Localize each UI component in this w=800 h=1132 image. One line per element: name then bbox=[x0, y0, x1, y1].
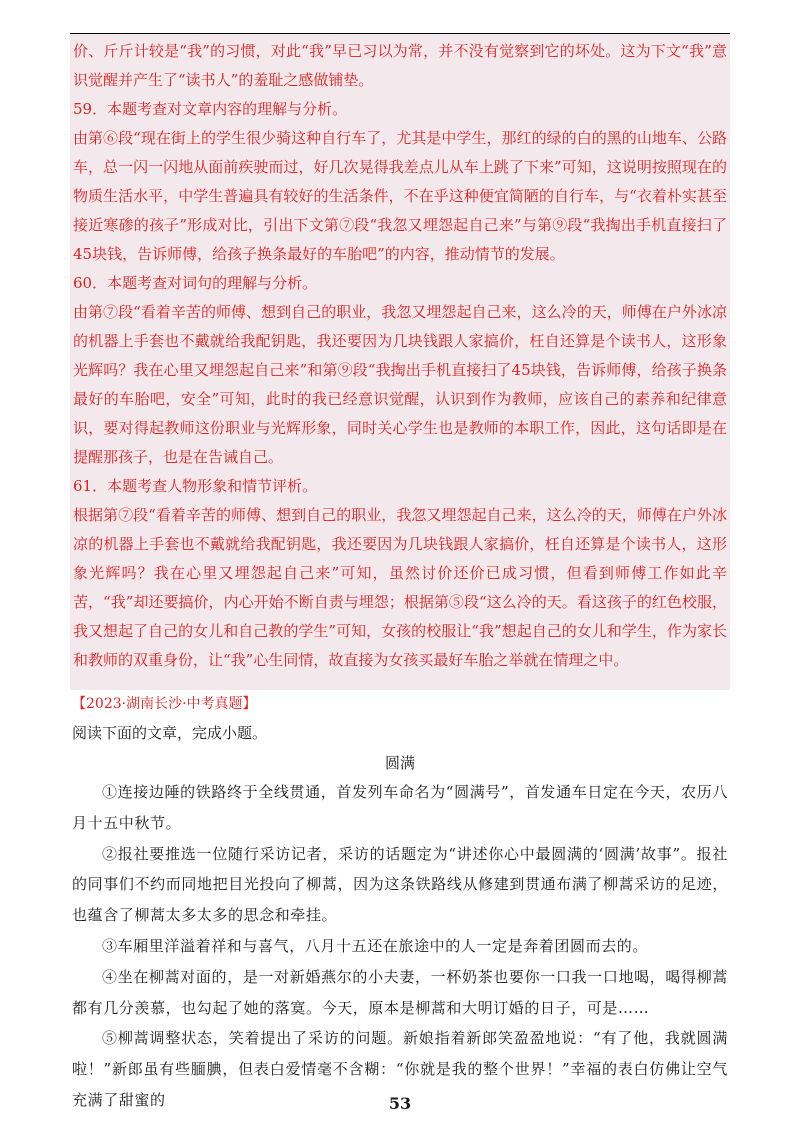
answer-text: 由第⑥段“现在街上的学生很少骑这种自行车了，尤其是中学生，那红的绿的白的黑的山地车、公路车，总一闪一闪地从面前疾驶而过，好几次晃得我差点儿从车上跳了下来”可知，这说明按照现在的物质生活水平，中学生普遍具有较好的生活条件，不在乎这种便宜简陋的自行车，与“衣着朴实甚至接近寒碜的孩子”形成对比，引出下文第⑦段“我忽又埋怨起自己来”与第⑨段“我掏出手机直接扫了45块钱，告诉师傅，给孩子换条最好的车胎吧”的内容，推动情节的发展。 bbox=[73, 129, 727, 263]
question-heading-61: 61．本题考查人物形象和情节评析。 bbox=[73, 477, 318, 495]
answer-text: 根据第⑦段“看着辛苦的师傅、想到自己的职业，我忽又埋怨起自己来，这么冷的天，师傅在户外冰凉的机器上手套也不戴就给我配钥匙，我还要因为几块钱跟人家搞价，枉自还算是个读书人，这形象光辉吗？我在心里又埋怨起自己来”可知，虽然讨价还价已成习惯，但看到师傅工作如此辛苦，“我”却还要搞价，内心开始不断自责与埋怨；根据第⑤段“这么冷的天。看这孩子的红色校服，我又想起了自己的女儿和自己教的学生”可知，女孩的校服让“我”想起自己的女儿和学生，作为家长和教师的双重身份，让“我”心生同情，故直接为女孩买最好车胎之举就在情理之中。 bbox=[73, 506, 727, 669]
answer-text: 由第⑦段“看着辛苦的师傅、想到自己的职业，我忽又埋怨起自己来，这么冷的天，师傅在户外冰凉的机器上手套也不戴就给我配钥匙，我还要因为几块钱跟人家搞价，枉自还算是个读书人，这形象光辉吗？我在心里又埋怨起自己来”和第⑨段“我掏出手机直接扫了45块钱，告诉师傅，给孩子换条最好的车胎吧，安全”可知，此时的我已经意识觉醒，认识到作为教师，应该自己的素养和纪律意识，要对得起教师这份职业与光辉形象，同时关心学生也是教师的本职工作，因此，这句话即是在提醒那孩子，也是在告诫自己。 bbox=[73, 303, 727, 466]
question-heading-59: 59．本题考查对文章内容的理解与分析。 bbox=[73, 100, 348, 118]
passage-paragraph: ④坐在柳蒿对面的，是一对新婚燕尔的小夫妻，一杯奶茶也要你一口我一口地喝，喝得柳蒿都有几分羡慕，也勾起了她的落寞。今天，原本是柳蒿和大明订婚的日子，可是…… bbox=[72, 967, 728, 1017]
passage-title: 圆满 bbox=[384, 754, 415, 772]
passage-body bbox=[72, 777, 728, 1116]
passage-paragraph: ⑤柳蒿调整状态，笑着提出了采访的问题。新娘指着新郎笑盈盈地说：“有了他，我就圆满啦！”新郎虽有些腼腆，但表白爱情毫不含糊：“你就是我的整个世界！”幸福的表白仿佛让空气充满了甜蜜的 bbox=[72, 1029, 728, 1109]
passage-paragraph: ②报社要推选一位随行采访记者，采访的话题定为“讲述你心中最圆满的‘圆满’故事”。报社的同事们不约而同地把目光投向了柳蒿，因为这条铁路线从修建到贯通布满了柳蒿采访的足迹，也蕴含了柳蒿太多太多的思念和牵挂。 bbox=[72, 844, 728, 925]
question-heading-60: 60．本题考查对词句的理解与分析。 bbox=[73, 274, 318, 292]
passage-paragraph: ③车厢里洋溢着祥和与喜气，八月十五还在旅途中的人一定是奔着团圆而去的。 bbox=[102, 936, 649, 955]
passage-paragraph: ①连接边陲的铁路终于全线贯通，首发列车命名为“圆满号”，首发通车日定在今天，农历八月十五中秋节。 bbox=[72, 783, 728, 832]
instruction: 阅读下面的文章，完成小题。 bbox=[72, 724, 268, 742]
source-label: 【2023·湖南长沙·中考真题】 bbox=[72, 696, 257, 712]
answer-text: 价、斤斤计较是“我”的习惯，对此“我”早已习以为常，并不没有觉察到它的坏处。这为下文“我”意识觉醒并产生了“读书人”的羞耻之感做铺垫。 bbox=[73, 42, 727, 89]
answer-analysis-block bbox=[70, 34, 730, 690]
page-number: 53 bbox=[388, 1094, 412, 1113]
